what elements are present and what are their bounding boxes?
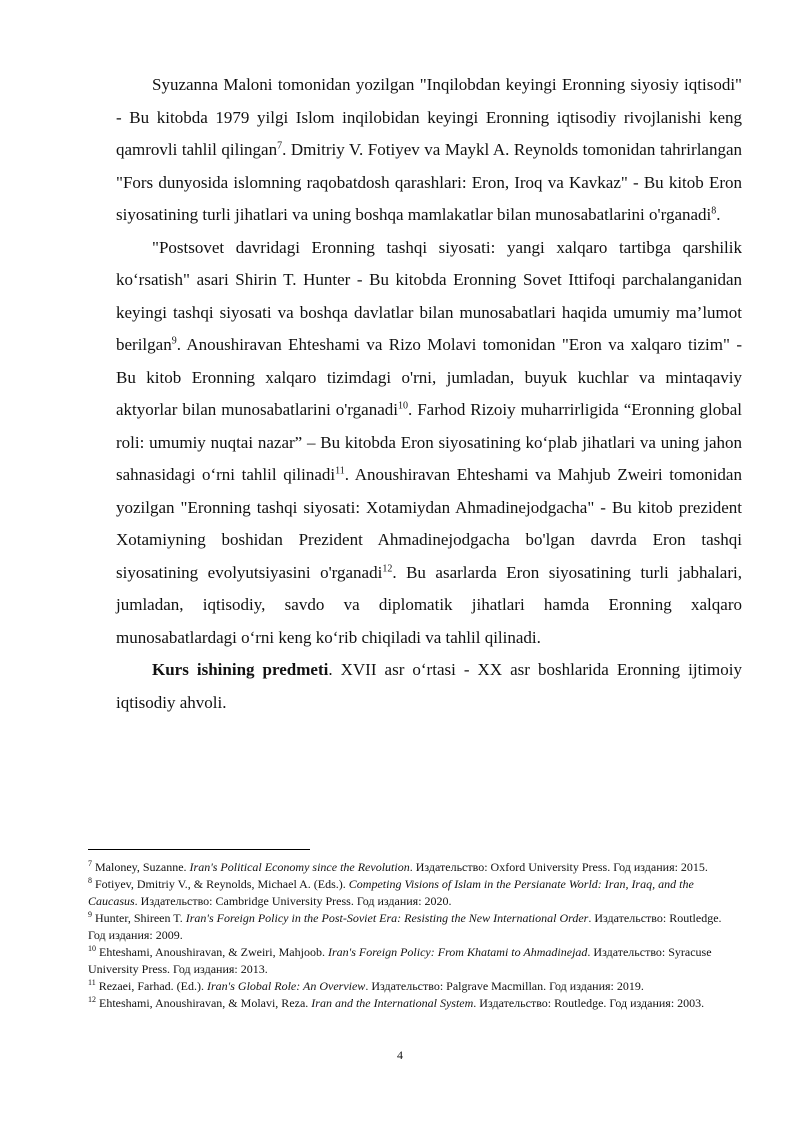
italic-title: Iran's Foreign Policy: From Khatami to Ahmadinejad xyxy=(327,945,588,959)
footnote-number: 11 xyxy=(88,978,96,987)
footnote-ref: 7 xyxy=(277,140,283,152)
text-run: Fotiyev, Dmitriy V., & Reynolds, Michael A. (Eds.). xyxy=(95,877,349,891)
footnote xyxy=(88,859,742,876)
text-run: Ehteshami, Anoushiravan, & Zweiri, Mahjoob. xyxy=(99,945,328,959)
body-text xyxy=(116,69,742,719)
text-run: . Издательство: Oxford University Press. Год издания: 2015. xyxy=(409,860,708,874)
footnote xyxy=(88,944,742,978)
text-run: . Издательство: Palgrave Macmillan. Год издания: 2019. xyxy=(365,979,644,993)
footnote xyxy=(88,995,742,1012)
footnote-ref: 10 xyxy=(397,400,408,412)
footnotes xyxy=(88,859,742,1012)
footnote-ref: 8 xyxy=(711,205,717,217)
text-run: . Anoushiravan Ehteshami va Mahjub Zweiri tomonidan yozilgan "Eronning tashqi siyosati: Xotamiydan Ahmadinejodgacha" - Bu kitob prezident Xotamiyning boshidan Prezident Ahmadinejodgacha bo'lgan davrda Eron tashqi siyosatining evolyutsiyasini o'rganadi xyxy=(116,465,742,582)
text-run: Syuzanna Maloni tomonidan yozilgan "Inqilobdan keyingi Eronning siyosiy iqtisodi" - Bu kitobda 1979 yilgi Islom inqilobidan keyingi Eronning iqtisodiy rivojlanishi keng qamrovli tahlil qilingan xyxy=(116,75,742,159)
text-run: Hunter, Shireen T. xyxy=(95,911,186,925)
text-run: . Bu asarlarda Eron siyosatining turli jabhalari, jumladan, iqtisodiy, savdo va diplomatik jihatlari hamda Eronning xalqaro munosabatlardagi o‘rni keng ko‘rib chiqiladi va tahlil qilinadi. xyxy=(116,562,742,647)
text-run: . Издательство: Syracuse University Press. Год издания: 2013. xyxy=(88,945,712,976)
paragraph xyxy=(116,232,742,655)
italic-title: Iran's Foreign Policy in the Post-Soviet Era: Resisting the New International Order xyxy=(185,911,589,925)
footnote-ref: 11 xyxy=(335,465,345,477)
text-run: . Anoushiravan Ehteshami va Rizo Molavi tomonidan "Eron va xalqaro tizim" - Bu kitob Eronning xalqaro tizimdagi o'rni, jumladan, buyuk kuchlar va mintaqaviy aktyorlar bilan munosabatlarini o'rganadi xyxy=(116,335,742,419)
footnote-number: 12 xyxy=(88,995,96,1004)
text-run: . Издательство: Cambridge University Press. Год издания: 2020. xyxy=(134,894,452,908)
footnote-separator xyxy=(88,849,310,850)
text-run: . XVII asr o‘rtasi - XX asr boshlarida Eronning ijtimoiy iqtisodiy ahvoli. xyxy=(116,660,742,712)
page-number: 4 xyxy=(397,1048,403,1062)
bold-run: Kurs ishining predmeti xyxy=(152,660,329,679)
footnote-ref: 12 xyxy=(382,562,393,574)
text-run: . Farhod Rizoiy muharrirligida “Eronning global roli: umumiy nuqtai nazar” – Bu kitobda Eron siyosatining ko‘plab jihatlari va uning jahon sahnasidagi o‘rni tahlil qilinadi xyxy=(116,400,742,484)
paragraph xyxy=(116,654,742,719)
italic-title: Iran's Global Role: An Overview xyxy=(207,979,366,993)
text-run: . Издательство: Routledge. Год издания: 2009. xyxy=(88,911,722,942)
footnote xyxy=(88,910,742,944)
italic-title: Iran and the International System xyxy=(311,996,474,1010)
text-run: . Dmitriy V. Fotiyev va Maykl A. Reynolds tomonidan tahrirlangan "Fors dunyosida islomning raqobatdosh qarashlari: Eron, Iroq va Kavkaz" - Bu kitob Eron siyosatining turli jihatlari va uning boshqa mamlakatlar bilan munosabatlarini o'rganadi xyxy=(116,140,743,224)
footnote-number: 9 xyxy=(88,910,92,919)
text-run: Ehteshami, Anoushiravan, & Molavi, Reza. xyxy=(99,996,312,1010)
text-run: "Postsovet davridagi Eronning tashqi siyosati: yangi xalqaro tartibga qarshilik ko‘rsatish" asari Shirin T. Hunter - Bu kitobda Eronning Sovet Ittifoqi parchalanganidan keyingi tashqi siyosati va boshqa davlatlar bilan munosabatlari haqida umumiy ma’lumot berilgan xyxy=(116,237,742,354)
footnote-number: 8 xyxy=(88,876,92,885)
text-run: . Издательство: Routledge. Год издания: 2003. xyxy=(473,996,705,1010)
footnote-number: 7 xyxy=(88,859,92,868)
footnote-number: 10 xyxy=(88,944,96,953)
footnote xyxy=(88,876,742,910)
italic-title: Iran's Political Economy since the Revolution xyxy=(189,860,410,874)
text-run: . xyxy=(716,205,721,224)
text-run: Rezaei, Farhad. (Ed.). xyxy=(98,979,207,993)
italic-title: Competing Visions of Islam in the Persianate World: Iran, Iraq, and the Caucasus xyxy=(88,877,694,908)
footnote-ref: 9 xyxy=(171,335,177,347)
paragraph xyxy=(116,69,742,232)
footnote xyxy=(88,978,742,995)
text-run: Maloney, Suzanne. xyxy=(95,860,190,874)
